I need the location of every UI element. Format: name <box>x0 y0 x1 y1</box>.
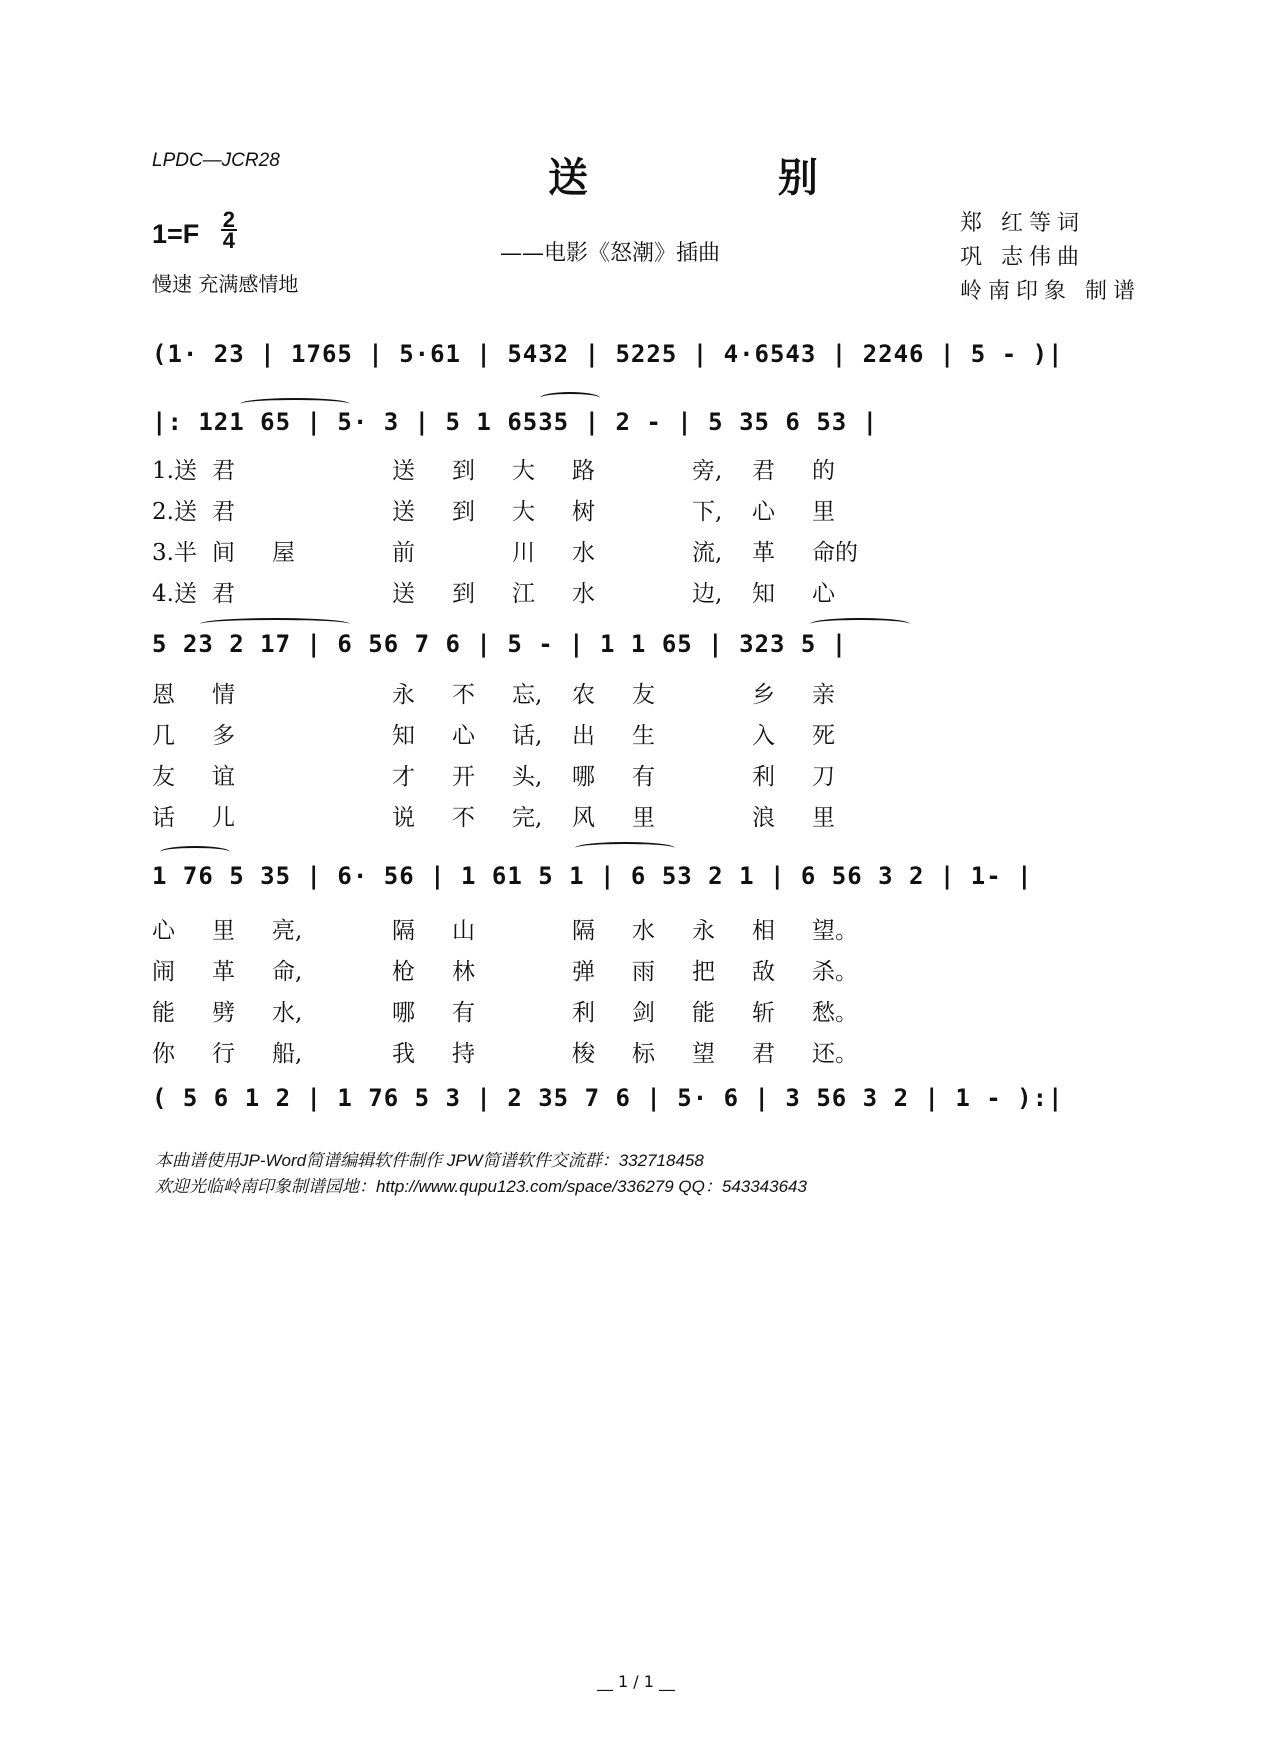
lyric-syllable: 送 <box>392 499 415 525</box>
lyric-syllable: 杀。 <box>812 959 858 985</box>
lyric-syllable: 风 <box>572 805 595 831</box>
lyric-syllable: 头, <box>512 764 543 790</box>
lyric-syllable: 不 <box>452 805 475 831</box>
lyric-syllable: 路 <box>572 458 595 484</box>
lyric-syllable: 有 <box>632 764 655 790</box>
time-signature <box>221 207 237 253</box>
lyric-row <box>152 452 872 485</box>
key-signature <box>152 207 237 256</box>
lyric-syllable: 望。 <box>812 918 858 944</box>
lyric-syllable: 恩 <box>152 682 175 708</box>
lyric-syllable: 谊 <box>212 764 235 790</box>
lyric-syllable: 入 <box>752 723 775 749</box>
lyric-row <box>152 493 872 526</box>
lyric-syllable: 剑 <box>632 1000 655 1026</box>
lyric-row <box>152 1035 872 1068</box>
lyric-syllable: 里 <box>632 805 655 831</box>
lyric-syllable: 亮, <box>272 918 303 944</box>
lyric-syllable: 下, <box>692 499 723 525</box>
lyric-syllable: 亲 <box>812 682 835 708</box>
lyric-syllable: 心 <box>752 499 775 525</box>
lyric-syllable: 里 <box>212 918 235 944</box>
lyric-syllable: 大 <box>512 499 535 525</box>
lyric-syllable: 话, <box>512 723 543 749</box>
lyric-syllable: 水, <box>272 1000 303 1026</box>
lyric-syllable: 哪 <box>392 1000 415 1026</box>
lyric-syllable: 江 <box>512 581 535 607</box>
lyric-row <box>152 912 872 945</box>
footer-line-1: 本曲谱使用JP-Word简谱编辑软件制作 JPW简谱软件交流群：332718458 <box>155 1151 704 1170</box>
lyric-syllable: 屋 <box>272 540 295 566</box>
lyric-syllable: 君 <box>212 458 235 484</box>
lyric-syllable: 心 <box>812 581 835 607</box>
lyric-syllable: 树 <box>572 499 595 525</box>
slur-mark <box>240 398 350 410</box>
lyric-syllable: 劈 <box>212 1000 235 1026</box>
lyric-syllable: 有 <box>452 1000 475 1026</box>
lyric-syllable: 死 <box>812 723 835 749</box>
score-intro: (1· 23 | 1765 | 5·61 | 5432 | 5225 | 4·6543 | 2246 | 5 - )| <box>152 340 1064 368</box>
lyric-syllable: 标 <box>632 1041 655 1067</box>
lyric-syllable: 情 <box>212 682 235 708</box>
lyric-syllable: 里 <box>812 499 835 525</box>
lyric-syllable: 水 <box>632 918 655 944</box>
lyric-syllable: 水 <box>572 581 595 607</box>
lyric-syllable: 弹 <box>572 959 595 985</box>
lyric-syllable: 3.半 <box>152 540 197 566</box>
lyric-syllable: 农 <box>572 682 595 708</box>
lyric-syllable: 心 <box>452 723 475 749</box>
tempo-marking: 慢速 充满感情地 <box>152 272 299 296</box>
lyric-row <box>152 676 872 709</box>
lyric-syllable: 间 <box>212 540 235 566</box>
lyric-syllable: 愁。 <box>812 1000 858 1026</box>
score-code: LPDC—JCR28 <box>152 150 280 171</box>
lyric-syllable: 开 <box>452 764 475 790</box>
lyric-syllable: 闹 <box>152 959 175 985</box>
lyric-syllable: 把 <box>692 959 715 985</box>
lyric-syllable: 命的 <box>812 540 858 566</box>
slur-mark <box>810 618 910 630</box>
lyric-syllable: 浪 <box>752 805 775 831</box>
lyric-syllable: 敌 <box>752 959 775 985</box>
lyric-syllable: 隔 <box>392 918 415 944</box>
lyric-row <box>152 758 872 791</box>
lyric-row <box>152 575 872 608</box>
lyric-syllable: 里 <box>812 805 835 831</box>
lyric-syllable: 君 <box>752 458 775 484</box>
lyric-syllable: 到 <box>452 581 475 607</box>
lyric-syllable: 枪 <box>392 959 415 985</box>
page-number: __ 1 / 1 __ <box>596 1672 676 1691</box>
lyric-syllable: 前 <box>392 540 415 566</box>
score-line-3: 1 76 5 35 | 6· 56 | 1 61 5 1 | 6 53 2 1 | 6 56 3 2 | 1- | <box>152 862 1033 890</box>
lyric-syllable: 君 <box>212 499 235 525</box>
lyric-syllable: 的 <box>812 458 835 484</box>
lyric-syllable: 水 <box>572 540 595 566</box>
score-line-1: |: 121 65 | 5· 3 | 5 1 6535 | 2 - | 5 35 6 53 | <box>152 408 879 436</box>
lyric-syllable: 革 <box>752 540 775 566</box>
lyric-syllable: 山 <box>452 918 475 944</box>
lyric-syllable: 永 <box>392 682 415 708</box>
lyric-syllable: 1.送 <box>152 458 197 484</box>
lyric-syllable: 生 <box>632 723 655 749</box>
lyric-syllable: 还。 <box>812 1041 858 1067</box>
slur-mark <box>160 846 230 858</box>
key-text: 1=F <box>152 219 200 250</box>
lyric-syllable: 行 <box>212 1041 235 1067</box>
score-outro: ( 5 6 1 2 | 1 76 5 3 | 2 35 7 6 | 5· 6 | 3 56 3 2 | 1 - ):| <box>152 1084 1064 1112</box>
lyric-syllable: 隔 <box>572 918 595 944</box>
lyric-syllable: 斩 <box>752 1000 775 1026</box>
lyric-syllable: 刀 <box>812 764 835 790</box>
lyric-syllable: 船, <box>272 1041 303 1067</box>
song-title: 送 别 <box>548 154 906 201</box>
lyric-syllable: 友 <box>152 764 175 790</box>
lyric-syllable: 送 <box>392 458 415 484</box>
lyric-syllable: 知 <box>392 723 415 749</box>
subtitle: ——电影《怒潮》插曲 <box>500 241 721 266</box>
lyric-syllable: 忘, <box>512 682 543 708</box>
footer-line-2: 欢迎光临岭南印象制谱园地：http://www.qupu123.com/space/336279 QQ：543343643 <box>155 1177 807 1196</box>
lyric-syllable: 我 <box>392 1041 415 1067</box>
lyric-syllable: 心 <box>152 918 175 944</box>
time-bottom: 4 <box>222 228 236 253</box>
arranger: 岭南印象 制谱 <box>960 279 1141 304</box>
lyric-syllable: 几 <box>152 723 175 749</box>
lyric-row <box>152 994 872 1027</box>
lyricist: 郑 红等词 <box>960 211 1085 236</box>
lyric-syllable: 不 <box>452 682 475 708</box>
lyric-syllable: 永 <box>692 918 715 944</box>
lyric-syllable: 流, <box>692 540 723 566</box>
lyric-syllable: 边, <box>692 581 723 607</box>
lyric-syllable: 君 <box>212 581 235 607</box>
lyric-syllable: 友 <box>632 682 655 708</box>
lyric-syllable: 君 <box>752 1041 775 1067</box>
lyric-syllable: 雨 <box>632 959 655 985</box>
slur-mark <box>540 392 600 404</box>
composer: 巩 志伟曲 <box>960 245 1085 270</box>
time-top: 2 <box>222 207 236 232</box>
slur-mark <box>575 842 675 854</box>
lyric-syllable: 儿 <box>212 805 235 831</box>
lyric-syllable: 完, <box>512 805 543 831</box>
lyric-syllable: 梭 <box>572 1041 595 1067</box>
lyric-syllable: 到 <box>452 458 475 484</box>
lyric-syllable: 川 <box>512 540 535 566</box>
lyric-syllable: 命, <box>272 959 303 985</box>
lyric-syllable: 话 <box>152 805 175 831</box>
score-line-2: 5 23 2 17 | 6 56 7 6 | 5 - | 1 1 65 | 323 5 | <box>152 630 848 658</box>
lyric-syllable: 你 <box>152 1041 175 1067</box>
lyric-syllable: 旁, <box>692 458 723 484</box>
lyric-syllable: 知 <box>752 581 775 607</box>
lyric-syllable: 哪 <box>572 764 595 790</box>
lyric-syllable: 相 <box>752 918 775 944</box>
lyric-syllable: 4.送 <box>152 581 197 607</box>
lyric-syllable: 才 <box>392 764 415 790</box>
lyric-syllable: 送 <box>392 581 415 607</box>
lyric-row <box>152 799 872 832</box>
lyric-row <box>152 717 872 750</box>
lyric-syllable: 利 <box>752 764 775 790</box>
lyric-row <box>152 534 872 567</box>
slur-mark <box>200 618 350 630</box>
lyric-syllable: 说 <box>392 805 415 831</box>
lyric-row <box>152 953 872 986</box>
lyric-syllable: 利 <box>572 1000 595 1026</box>
lyric-syllable: 2.送 <box>152 499 197 525</box>
lyric-syllable: 望 <box>692 1041 715 1067</box>
lyric-syllable: 到 <box>452 499 475 525</box>
lyric-syllable: 林 <box>452 959 475 985</box>
lyric-syllable: 持 <box>452 1041 475 1067</box>
lyric-syllable: 乡 <box>752 682 775 708</box>
lyric-syllable: 革 <box>212 959 235 985</box>
lyric-syllable: 大 <box>512 458 535 484</box>
lyric-syllable: 出 <box>572 723 595 749</box>
lyric-syllable: 多 <box>212 723 235 749</box>
lyric-syllable: 能 <box>152 1000 175 1026</box>
lyric-syllable: 能 <box>692 1000 715 1026</box>
